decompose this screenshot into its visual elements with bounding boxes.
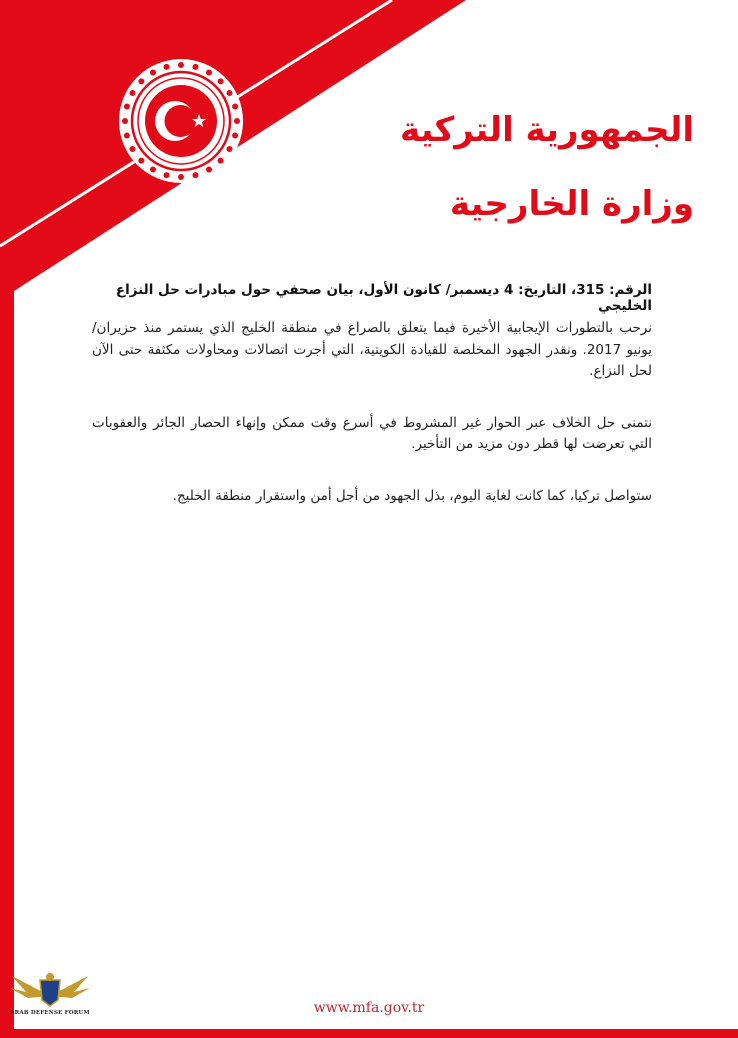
ministry-seal-crescent-star-icon — [118, 58, 244, 184]
arab-defense-forum-watermark — [6, 966, 94, 1028]
forum-name-text: ARAB DEFENSE FORUM — [10, 1010, 90, 1016]
statement-body — [92, 318, 652, 538]
bottom-red-border — [0, 1029, 738, 1038]
statement-paragraph-1: نرحب بالتطورات الإيجابية الأخيرة فيما يتعلق بالصراع في منطقة الخليج الذي يستمر منذ حزيران/يونيو 2017. ونقدر الجهود المخلصة للقيادة الكويتية، التي أجرت اتصالات ومحاولات مكثفة حتى الآن لحل النزاع. — [92, 320, 653, 380]
statement-paragraph-2: نتمنى حل الخلاف عبر الحوار غير المشروط في أسرع وقت ممكن وإنهاء الحصار الجائر والعقوبات التي تعرضت لها قطر دون مزيد من التأخير. — [92, 414, 652, 453]
ministry-of-foreign-affairs-heading: وزارة الخارجية — [449, 184, 694, 224]
ministry-website-url: www.mfa.gov.tr — [313, 1000, 425, 1016]
statement-reference-line: الرقم: 315، التاريخ: 4 ديسمبر/ كانون الأول، بيان صحفي حول مبادرات حل النزاع الخليجي — [115, 282, 652, 314]
statement-paragraph-3: ستواصل تركيا، كما كانت لغاية اليوم، بذل الجهود من أجل أمن واستقرار منطقة الخليج. — [172, 487, 652, 504]
republic-of-turkey-heading: الجمهورية التركية — [400, 110, 694, 150]
forum-eagle-logo-icon — [6, 966, 94, 1012]
